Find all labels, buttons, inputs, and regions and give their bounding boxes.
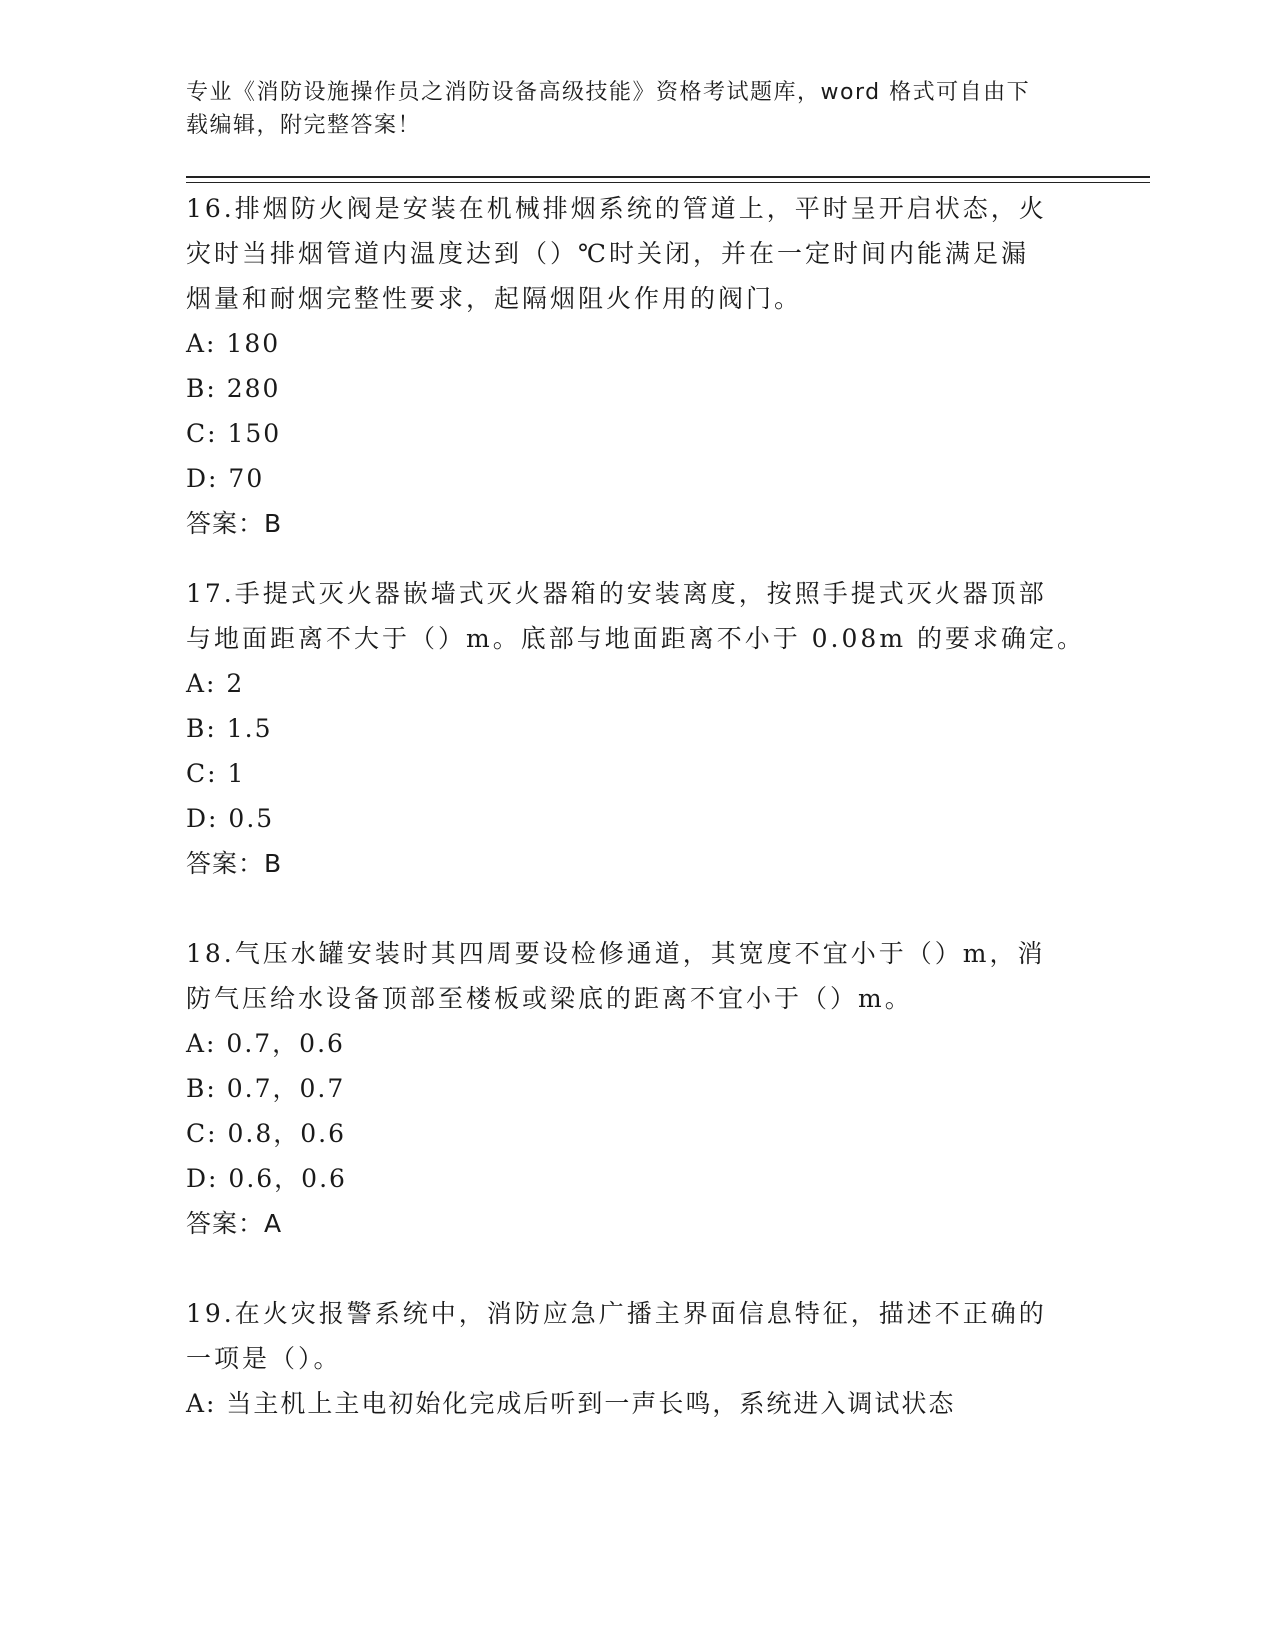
option-c: C: 0.8，0.6 <box>186 1119 347 1148</box>
option-c: C: 150 <box>186 419 282 448</box>
question-stem-line: 灾时当排烟管道内温度达到（）℃时关闭，并在一定时间内能满足漏 <box>186 239 1029 268</box>
question-stem-line: 与地面距离不大于（）m。底部与地面距离不小于 0.08m 的要求确定。 <box>186 624 1085 653</box>
option-c: C: 1 <box>186 759 246 788</box>
option-b: B: 1.5 <box>186 714 273 743</box>
document-header <box>186 76 1086 142</box>
question-stem-line: 防气压给水设备顶部至楼板或梁底的距离不宜小于（）m。 <box>186 984 913 1013</box>
option-d: D: 70 <box>186 464 265 493</box>
question-18 <box>186 931 1086 1246</box>
option-b: B: 0.7，0.7 <box>186 1074 346 1103</box>
question-stem-line: 16.排烟防火阀是安装在机械排烟系统的管道上，平时呈开启状态，火 <box>186 194 1047 223</box>
header-line-2: 载编辑，附完整答案！ <box>186 113 422 138</box>
question-stem-line: 17.手提式灭火器嵌墙式灭火器箱的安装离度，按照手提式灭火器顶部 <box>186 579 1047 608</box>
answer-line: 答案：A <box>186 1209 283 1238</box>
option-d: D: 0.5 <box>186 804 275 833</box>
question-stem-line: 一项是（）。 <box>186 1344 342 1373</box>
answer-line: 答案：B <box>186 849 283 878</box>
question-stem-line: 18.气压水罐安装时其四周要设检修通道，其宽度不宜小于（）m，消 <box>186 939 1046 968</box>
option-a: A: 180 <box>186 329 281 358</box>
option-a: A: 当主机上主电初始化完成后听到一声长鸣，系统进入调试状态 <box>186 1389 956 1418</box>
header-divider-thin <box>186 182 1150 183</box>
question-19 <box>186 1291 1086 1426</box>
header-divider-thick <box>186 176 1150 178</box>
option-a: A: 2 <box>186 669 245 698</box>
answer-line: 答案：B <box>186 509 283 538</box>
question-16 <box>186 186 1086 546</box>
question-stem-line: 19.在火灾报警系统中，消防应急广播主界面信息特征，描述不正确的 <box>186 1299 1047 1328</box>
header-line-1: 专业《消防设施操作员之消防设备高级技能》资格考试题库，word 格式可自由下 <box>186 80 1031 105</box>
question-stem-line: 烟量和耐烟完整性要求，起隔烟阻火作用的阀门。 <box>186 284 803 313</box>
option-b: B: 280 <box>186 374 281 403</box>
option-d: D: 0.6，0.6 <box>186 1164 347 1193</box>
question-17 <box>186 571 1086 886</box>
option-a: A: 0.7，0.6 <box>186 1029 345 1058</box>
